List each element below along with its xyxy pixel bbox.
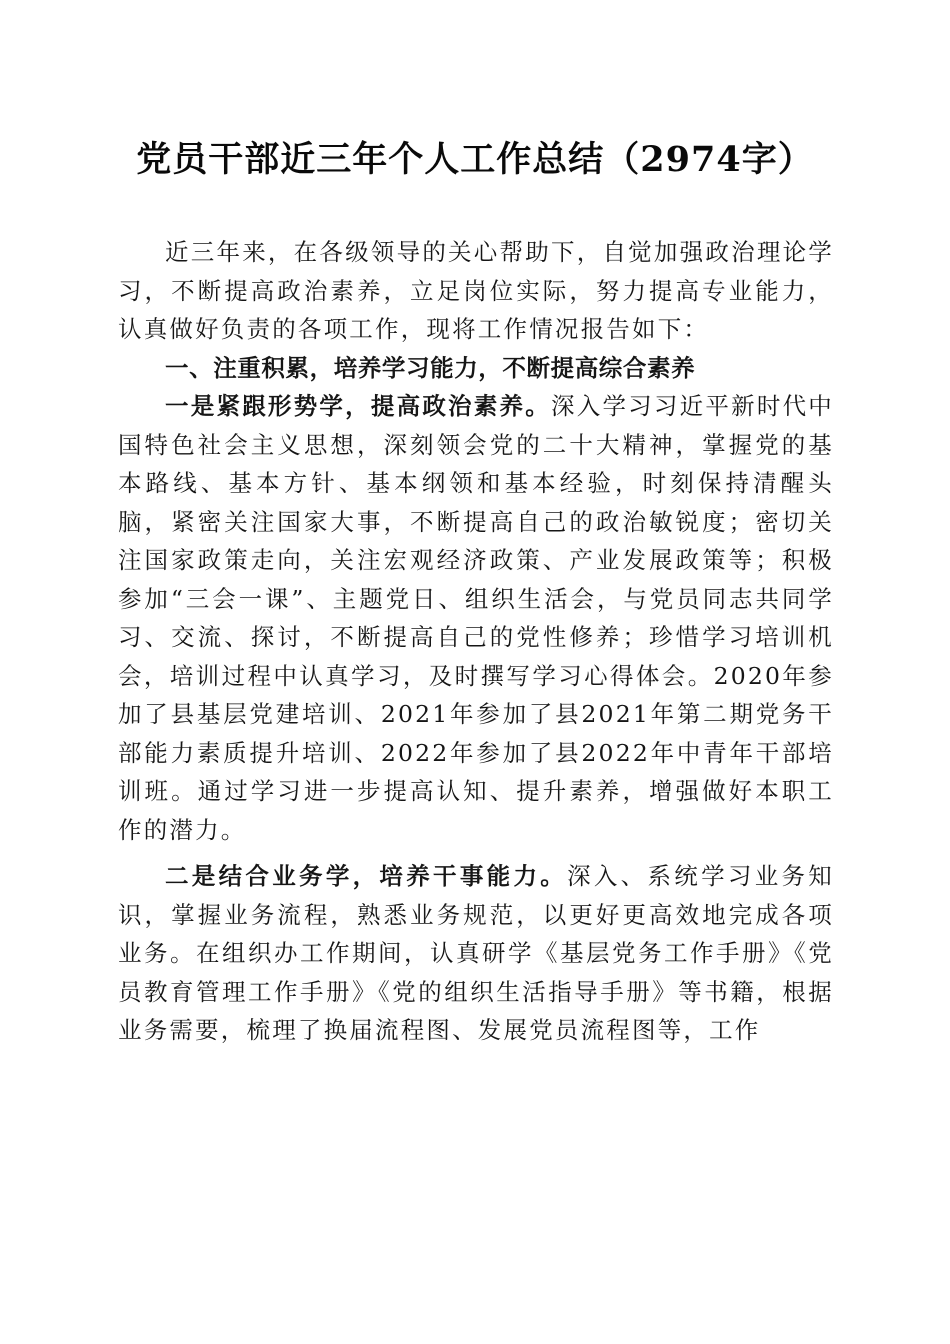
- paragraph-2-text: 深入、系统学习业务知识，掌握业务流程，熟悉业务规范，以更好更高效地完成各项业务。在组织办工作期间，认真研学《基层党务工作手册》《党员教育管理工作手册》《党的组织生活指导手册》等书籍，根据业务需要，梳理了换届流程图、发展党员流程图等，工作: [118, 862, 834, 1044]
- section-heading: 一、注重积累，培养学习能力，不断提高综合素养: [165, 353, 696, 382]
- document-title: 党员干部近三年个人工作总结（2974字）: [136, 139, 814, 180]
- document-body: [118, 233, 834, 1050]
- paragraph-1: [118, 387, 834, 849]
- intro-paragraph: 近三年来，在各级领导的关心帮助下，自觉加强政治理论学习，不断提高政治素养，立足岗位实际，努力提高专业能力，认真做好负责的各项工作，现将工作情况报告如下：: [118, 238, 834, 343]
- paragraph-1-text: 深入学习习近平新时代中国特色社会主义思想，深刻领会党的二十大精神，掌握党的基本路线、基本方针、基本纲领和基本经验，时刻保持清醒头脑，紧密关注国家大事，不断提高自己的政治敏锐度；密切关注国家政策走向，关注宏观经济政策、产业发展政策等；积极参加“三会一课”、主题党日、组织生活会，与党员同志共同学习、交流、探讨，不断提高自己的党性修养；珍惜学习培训机会，培训过程中认真学习，及时撰写学习心得体会。2020年参加了县基层党建培训、2021年参加了县2021年第二期党务干部能力素质提升培训、2022年参加了县2022年中青年干部培训班。通过学习进一步提高认知、提升素养，增强做好本职工作的潜力。: [118, 392, 835, 844]
- paragraph-2: [118, 857, 834, 1050]
- paragraph-2-lead: 二是结合业务学，培养干事能力。: [165, 862, 568, 890]
- paragraph-1-lead: 一是紧跟形势学，提高政治素养。: [165, 392, 551, 420]
